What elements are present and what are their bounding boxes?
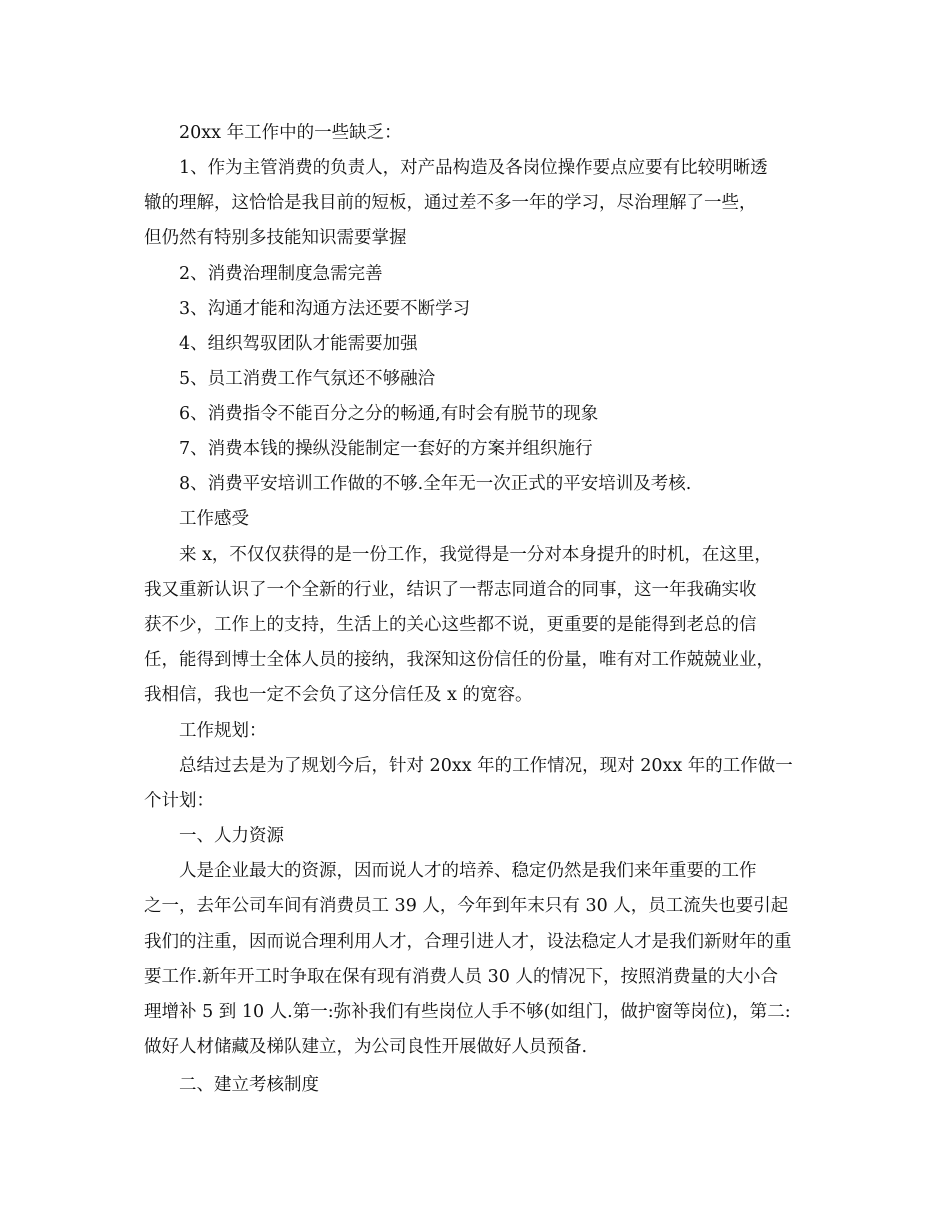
section-heading-hr: 一、人力资源 bbox=[179, 826, 284, 846]
section-heading-shortcomings: 20xx 年工作中的一些缺乏： bbox=[179, 123, 402, 143]
paragraph-line: 1、作为主管消费的负责人，对产品构造及各岗位操作要点应要有比较明晰透 bbox=[179, 158, 768, 178]
paragraph-line: 我相信，我也一定不会负了这分信任及 x 的宽容。 bbox=[144, 685, 533, 705]
paragraph-line: 获不少，工作上的支持，生活上的关心这些都不说，更重要的是能得到老总的信 bbox=[144, 615, 757, 635]
paragraph-line: 辙的理解，这恰恰是我目前的短板，通过差不多一年的学习，尽治理解了一些， bbox=[144, 193, 757, 213]
list-item: 4、组织驾驭团队才能需要加强 bbox=[179, 334, 418, 354]
paragraph-line: 人是企业最大的资源，因而说人才的培养、稳定仍然是我们来年重要的工作 bbox=[179, 861, 757, 881]
list-item: 6、消费指令不能百分之分的畅通,有时会有脱节的现象 bbox=[179, 404, 599, 424]
section-heading-assessment: 二、建立考核制度 bbox=[179, 1075, 319, 1095]
list-item: 8、消费平安培训工作做的不够.全年无一次正式的平安培训及考核. bbox=[179, 474, 692, 494]
paragraph-line: 我们的注重，因而说合理利用人才，合理引进人才，设法稳定人才是我们新财年的重 bbox=[144, 932, 792, 952]
paragraph-line: 来 x，不仅仅获得的是一份工作，我觉得是一分对本身提升的时机，在这里， bbox=[179, 545, 772, 565]
section-heading-feelings: 工作感受 bbox=[179, 509, 249, 529]
list-item: 3、沟通才能和沟通方法还要不断学习 bbox=[179, 299, 471, 319]
section-heading-plan: 工作规划： bbox=[179, 721, 267, 741]
paragraph-line: 总结过去是为了规划今后，针对 20xx 年的工作情况，现对 20xx 年的工作做一 bbox=[179, 756, 793, 776]
list-item: 2、消费治理制度急需完善 bbox=[179, 264, 383, 284]
paragraph-line: 个计划： bbox=[144, 791, 214, 811]
paragraph-line: 但仍然有特别多技能知识需要掌握 bbox=[144, 228, 407, 248]
paragraph-line: 做好人材储藏及梯队建立，为公司良性开展做好人员预备. bbox=[144, 1037, 588, 1057]
list-item: 7、消费本钱的操纵没能制定一套好的方案并组织施行 bbox=[179, 439, 593, 459]
paragraph-line: 理增补 5 到 10 人.第一:弥补我们有些岗位人手不够(如组门，做护窗等岗位)，第二: bbox=[144, 1002, 791, 1022]
paragraph-line: 要工作.新年开工时争取在保有现有消费人员 30 人的情况下，按照消费量的大小合 bbox=[144, 967, 778, 987]
paragraph-line: 任，能得到博士全体人员的接纳，我深知这份信任的份量，唯有对工作兢兢业业， bbox=[144, 650, 774, 670]
list-item: 5、员工消费工作气氛还不够融洽 bbox=[179, 369, 436, 389]
paragraph-line: 之一，去年公司车间有消费员工 39 人，今年到年末只有 30 人，员工流失也要引起 bbox=[144, 896, 789, 916]
paragraph-line: 我又重新认识了一个全新的行业，结识了一帮志同道合的同事，这一年我确实收 bbox=[144, 580, 757, 600]
